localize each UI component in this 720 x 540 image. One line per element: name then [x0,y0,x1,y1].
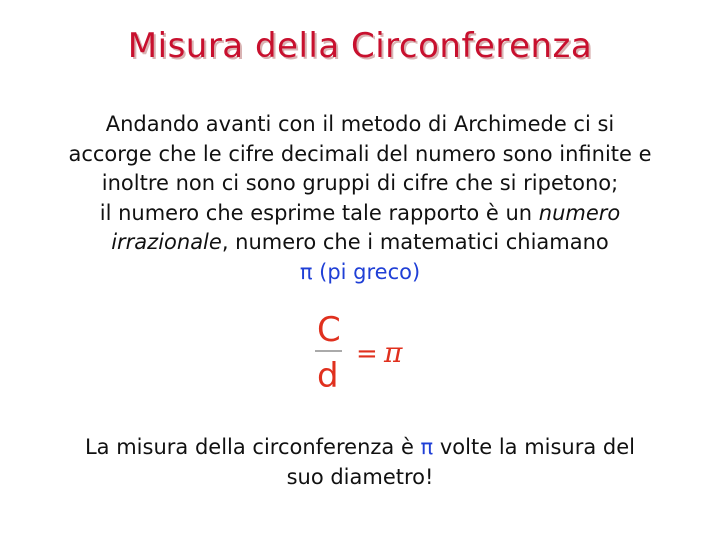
conclusion-line-2: suo diametro! [286,465,434,489]
intro-paragraph [30,110,690,287]
conclusion-text-2: volte la misura del [433,435,635,459]
formula-graphic [312,308,412,398]
formula-equals: = [356,339,378,369]
intro-line-5 [30,228,690,258]
slide-title: Misura della Circonferenza [127,26,593,66]
intro-line-1: Andando avanti con il metodo di Archimede ci si [105,112,615,136]
intro-line-5-text: , numero che i matematici chiamano [221,230,609,254]
intro-line-4-italic: numero [538,200,621,225]
intro-line-4-text: il numero che esprime tale rapporto è un [99,200,539,225]
conclusion-text-1: La misura della circonferenza è [84,435,421,459]
formula-pi: π [384,336,403,369]
pi-greco-label: π (pi greco) [299,259,421,284]
intro-line-4 [30,199,690,229]
conclusion-pi: π [420,435,434,459]
intro-line-2: accorge che le cifre decimali del numero sono infinite e [68,141,652,166]
formula-numerator: C [317,310,341,350]
conclusion-paragraph [30,432,690,492]
intro-line-3: inoltre non ci sono gruppi di cifre che si ripetono; [101,171,619,195]
intro-line-5-italic: irrazionale [111,230,222,254]
formula-c-over-d-equals-pi [312,308,412,398]
formula-denominator: d [317,356,339,396]
conclusion-line-1 [30,432,690,462]
